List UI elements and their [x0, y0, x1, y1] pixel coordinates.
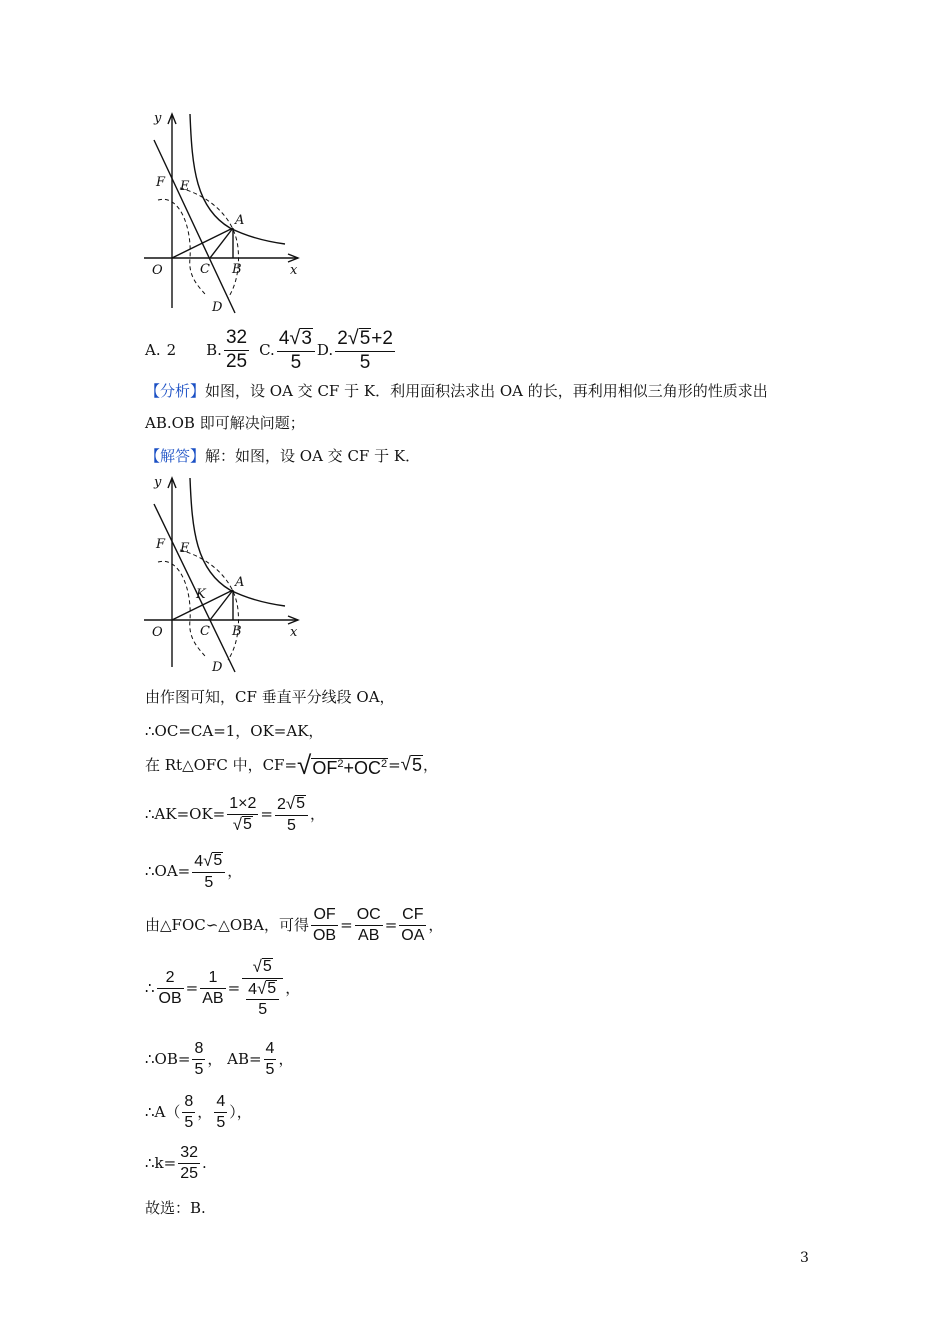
- label-d: D: [212, 300, 223, 315]
- option-c-fraction: 4 √ 3 5: [277, 328, 315, 374]
- option-a-label: A.: [145, 341, 161, 360]
- sqrt-cf: √ $OF^2+OC^2$: [297, 750, 388, 780]
- label-k-2: K: [196, 587, 206, 602]
- option-a-value: 2: [166, 341, 177, 360]
- solution-text: 解：如图，设 OA 交 CF 于 K．: [205, 447, 421, 465]
- label-e-2: E: [180, 541, 190, 556]
- page-number: 3: [800, 1250, 809, 1266]
- analysis-text-1: 如图，设 OA 交 CF 于 K．利用面积法求出 OA 的长，再利用相似三角形的性质求出: [205, 382, 768, 400]
- label-f: F: [156, 175, 166, 190]
- option-d-label: D.: [316, 341, 334, 360]
- step-7: ∴ $\frac{2}{OB}$ = $\frac{1}{AB}$ = √ 5 4 √ 5 5 ，: [145, 957, 301, 1019]
- x-axis: [144, 254, 298, 262]
- arc-dashed-left: [158, 199, 205, 294]
- segment-oa: [172, 228, 233, 258]
- option-d-fraction: 2 √ 5 +2 5: [337, 326, 393, 373]
- step-10: ∴k= $\frac{32}{25}$ .: [145, 1144, 207, 1182]
- step-11: 故选：B.: [145, 1199, 206, 1217]
- label-a: A: [235, 213, 245, 228]
- figure-diagram-bottom: [140, 472, 310, 677]
- figure-diagram-top: [140, 108, 310, 318]
- label-e: E: [180, 179, 190, 194]
- step-5: ∴OA= 4 √ 5 5 ，: [145, 851, 243, 891]
- label-b-2: B: [232, 624, 242, 639]
- label-o-2: O: [152, 625, 163, 640]
- option-b-fraction: $\frac{32}{25}$: [225, 327, 248, 373]
- option-c-label: C.: [259, 341, 275, 360]
- label-c-2: C: [200, 624, 210, 639]
- analysis-tag: 【分析】: [145, 382, 206, 400]
- label-b: B: [232, 262, 242, 277]
- step-2: ∴OC=CA=1，OK=AK，: [145, 722, 324, 740]
- label-x: x: [290, 263, 298, 278]
- label-f-2: F: [156, 537, 166, 552]
- step-1: 由作图可知，CF 垂直平分线段 OA，: [145, 688, 395, 706]
- solution-line: [145, 449, 420, 464]
- label-a-2: A: [235, 575, 245, 590]
- solution-tag: 【解答】: [145, 447, 206, 465]
- step-9: ∴A（ $\frac{8}{5}$ ， $\frac{4}{5}$ ），: [145, 1093, 252, 1131]
- label-y-2: y: [154, 475, 162, 490]
- label-x-2: x: [290, 625, 298, 640]
- analysis-text-2: AB.OB 即可解决问题；: [145, 414, 305, 432]
- step-6: 由△FOC∽△OBA，可得 $\frac{OF}{OB}$ = $\frac{OC}{AB}$ = $\frac{CF}{OA}$ ，: [145, 906, 444, 944]
- arc-dashed-right: [180, 188, 239, 298]
- label-o: O: [152, 263, 163, 278]
- step-3: 在 Rt△OFC 中，CF= √ $OF^2+OC^2$ = √ 5 ，: [145, 750, 439, 780]
- label-y: y: [154, 111, 162, 126]
- analysis-line-1: [145, 384, 768, 399]
- analysis-line-2: [145, 416, 305, 431]
- option-b-label: B.: [206, 341, 222, 360]
- label-c: C: [200, 262, 210, 277]
- answer-options: [145, 328, 397, 374]
- y-axis: [168, 114, 176, 308]
- segment-ca: [210, 228, 233, 258]
- step-8: ∴OB= $\frac{8}{5}$ ， AB= $\frac{4}{5}$ ，: [145, 1040, 294, 1078]
- label-d-2: D: [212, 660, 223, 675]
- step-4: ∴AK=OK= 1×2 √ 5 = 2 √ 5 5 ，: [145, 794, 325, 834]
- sqrt-5: √ 5: [400, 754, 423, 776]
